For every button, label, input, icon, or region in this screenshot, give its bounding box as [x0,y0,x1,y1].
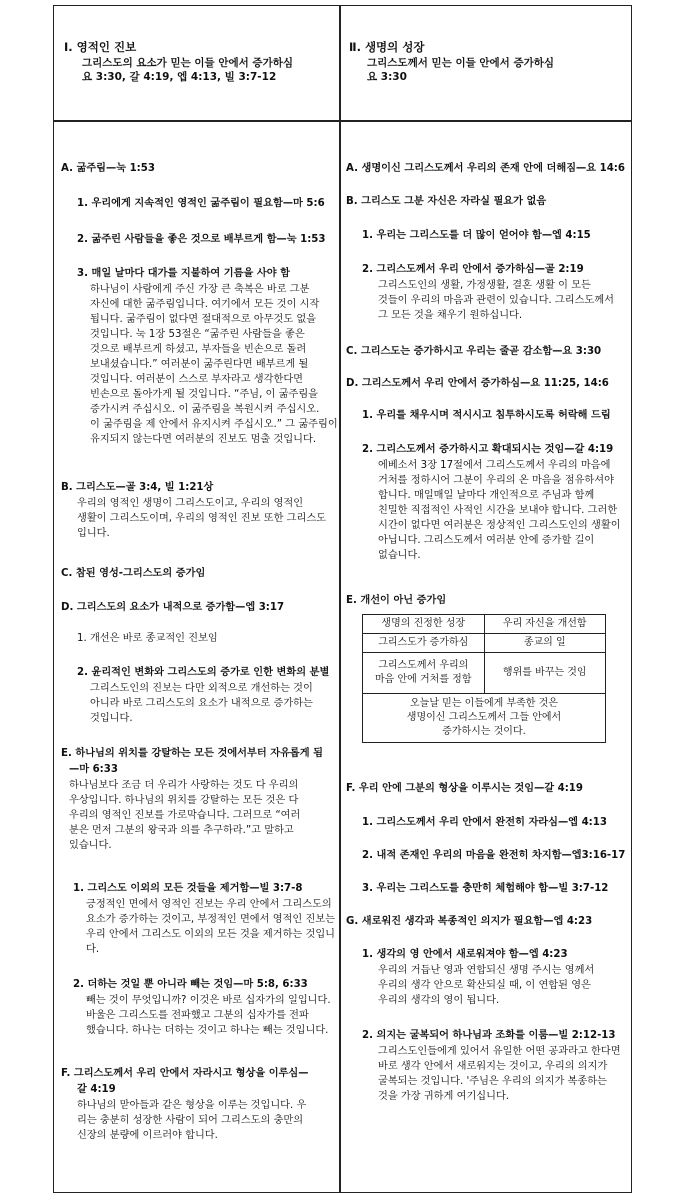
left-a-point3-line: 것입니다. 여러분이 스스로 부자라고 생각한다면 [90,374,304,385]
left-c-title: C. 참된 영성-그리스도의 증가임 [61,568,206,579]
table-cell-line: 증가하시는 것이다. [442,726,526,737]
left-a-point3-line: 빈손으로 돌아가게 될 것입니다. “주님, 이 굶주림을 [90,389,319,400]
left-e-line: 있습니다. [69,840,112,851]
right-g-point2-line: 그리스도인들에게 있어서 유일한 어떤 공과라고 한다면 [378,1046,621,1057]
left-d-point1: 1. 개선은 바로 종교적인 진보임 [77,633,218,644]
right-f-point3: 3. 우리는 그리스도를 충만히 체험해야 함—빌 3:7-12 [362,883,609,894]
right-b-point2: 2. 그리스도께서 우리 안에서 증가하심—골 2:19 [362,264,584,275]
right-g-point1-line: 우리의 생각 안으로 확산되실 때, 이 연합된 영은 [378,980,591,991]
left-e-point1-line: 긍정적인 면에서 영적인 진보는 우리 안에서 그리스도의 [86,899,332,910]
comparison-table [362,614,606,743]
left-e-line: 우상입니다. 하나님의 위치를 강탈하는 모든 것은 다 [69,795,299,806]
left-a-point3: 3. 매일 날마다 대가를 지불하여 기름을 사야 함 [77,268,290,279]
right-b-point2-line: 그 모든 것을 채우기 원하십니다. [378,310,523,321]
left-a-point3-line: 것입니다. 눅 1장 53절은 “굶주린 사람들을 좋은 [90,329,305,340]
left-e-point1-line: 다. [86,944,100,955]
header-divider [53,120,632,122]
table-cell-line: 오늘날 믿는 이들에게 부족한 것은 [410,698,558,709]
left-a-point3-line: 자신에 대한 굶주림입니다. 여기에서 모든 것이 시작 [90,299,320,310]
right-g-point1: 1. 생각의 영 안에서 새로워져야 함—엡 4:23 [362,949,568,960]
left-f-line: 리는 충분히 성장한 사람이 되어 그리스도의 충만의 [77,1115,304,1126]
right-g-point1-line: 우리의 거듭난 영과 연합되신 생명 주시는 영께서 [378,965,595,976]
left-b-line: 우리의 영적인 생명이 그리스도이고, 우리의 영적인 [77,498,304,509]
right-d-point1: 1. 우리를 채우시며 적시시고 침투하시도록 허락해 드림 [362,410,611,421]
right-f-title: F. 우리 안에 그분의 형상을 이루시는 것임—갈 4:19 [346,783,583,794]
left-e-line: 분은 먼저 그분의 왕국과 의를 추구하라.”고 말하고 [69,825,294,836]
left-e-line: 우리의 영적인 진보를 가로막습니다. 그러므로 “여러 [69,810,301,821]
right-d-point2-line: 친밀한 직접적인 사적인 시간을 보내야 합니다. 그러한 [378,505,618,516]
left-e-point1-line: 요소가 증가하는 것이고, 부정적인 면에서 영적인 진보는 [86,914,336,925]
left-d-point2-line: 아니라 바로 그리스도의 요소가 내적으로 증가하는 [90,698,313,709]
table-row [363,653,606,694]
right-d-point2-line: 시간이 없다면 여러분은 정상적인 그리스도인의 생활이 [378,520,621,531]
left-d-point2-line: 그리스도인의 진보는 다만 외적으로 개선하는 것이 [90,683,313,694]
table-cell-line: 마음 안에 거처를 정함 [375,674,472,685]
left-e-point2-line: 했습니다. 하나는 더하는 것이고 하나는 빼는 것입니다. [86,1025,329,1036]
left-a-point3-line: 보내셨습니다.” 여러분이 굶주린다면 배부르게 될 [90,359,309,370]
left-e-point2: 2. 더하는 것일 뿐 아니라 빼는 것임—마 5:8, 6:33 [73,979,308,990]
right-d-point2-line: 합니다. 매일매일 날마다 개인적으로 주님과 함께 [378,490,595,501]
table-cell [363,653,485,694]
right-g-point2-line: 바로 생각 안에서 새로워지는 것이고, 우리의 의지가 [378,1061,608,1072]
table-row [363,634,606,653]
left-d-point2-line: 것입니다. [90,713,133,724]
table-cell: 종교의 일 [484,634,606,653]
right-f-point2: 2. 내적 존재인 우리의 마음을 완전히 차지함—엡3:16-17 [362,850,626,861]
left-b-line: 입니다. [77,528,110,539]
left-header-title: Ⅰ. 영적인 진보 [64,40,137,54]
left-e-point2-line: 빼는 것이 무엇입니까? 이것은 바로 십자가의 일입니다. [86,995,331,1006]
right-d-point2: 2. 그리스도께서 증가하시고 확대되시는 것임—갈 4:19 [362,444,614,455]
left-header-line1: 그리스도의 요소가 믿는 이들 안에서 증가하심 [82,57,293,69]
left-b-title: B. 그리스도—골 3:4, 빌 1:21상 [61,482,214,493]
right-b-point2-line: 것들이 우리의 마음과 관련이 있습니다. 그리스도께서 [378,295,614,306]
table-cell: 행위를 바꾸는 것임 [484,653,606,694]
left-header-line2: 요 3:30, 갈 4:19, 엡 4:13, 빌 3:7-12 [82,71,277,83]
right-d-point2-line: 거처를 정하시어 그분이 우리의 온 마음을 점유하셔야 [378,475,614,486]
left-f-title: F. 그리스도께서 우리 안에서 자라시고 형상을 이루심— [61,1068,309,1079]
table-cell: 그리스도가 증가하심 [363,634,485,653]
left-a-point3-line: 증가시켜 주십시오. 이 굶주림을 복원시켜 주십시오. [90,404,320,415]
left-a-point2: 2. 굶주린 사람들을 좋은 것으로 배부르게 함—눅 1:53 [77,234,326,245]
right-header-line2: 요 3:30 [367,71,407,83]
table-row [363,615,606,634]
left-e-title-cont: —마 6:33 [69,764,118,775]
right-d-title: D. 그리스도께서 우리 안에서 증가하심—요 11:25, 14:6 [346,378,609,389]
table-cell: 생명의 진정한 성장 [363,615,485,634]
left-a-point3-line: 유지되지 않는다면 여러분의 진보도 멈출 것입니다. [90,434,317,445]
right-b-point1: 1. 우리는 그리스도를 더 많이 얻어야 함—엡 4:15 [362,230,591,241]
table-row [363,694,606,743]
right-b-title: B. 그리스도 그분 자신은 자라실 필요가 없음 [346,196,547,207]
left-f-line: 신장의 분량에 이르러야 합니다. [77,1130,218,1141]
left-e-point1-line: 우리 안에서 그리스도 이외의 모든 것을 제거하는 것입니 [86,929,336,940]
right-g-point2: 2. 의지는 굴복되어 하나님과 조화를 이룸—빌 2:12-13 [362,1030,616,1041]
right-a-title: A. 생명이신 그리스도께서 우리의 존재 안에 더해짐—요 14:6 [346,163,625,174]
left-b-line: 생활이 그리스도이며, 우리의 영적인 진보 또한 그리스도 [77,513,327,524]
left-a-point1: 1. 우리에게 지속적인 영적인 굶주림이 필요함—마 5:6 [77,198,325,209]
left-d-title: D. 그리스도의 요소가 내적으로 증가함—엡 3:17 [61,602,285,613]
left-a-point3-line: 하나님이 사람에게 주신 가장 큰 축복은 바로 그분 [90,284,310,295]
table-cell: 우리 자신을 개선함 [484,615,606,634]
right-f-point1: 1. 그리스도께서 우리 안에서 완전히 자라심—엡 4:13 [362,817,607,828]
right-g-point2-line: 굴복되는 것입니다. '주님은 우리의 의지가 복종하는 [378,1076,607,1087]
right-g-point2-line: 것을 가장 귀하게 여기십니다. [378,1091,510,1102]
right-g-point1-line: 우리의 생각의 영이 됩니다. [378,995,500,1006]
right-d-point2-line: 에베소서 3장 17절에서 그리스도께서 우리의 마음에 [378,460,611,471]
left-a-point3-line: 이 굶주림을 제 안에서 유지시켜 주십시오.” 그 굶주림이 [90,419,338,430]
table-cell-line: 그리스도께서 우리의 [378,660,469,671]
table-summary-cell [363,694,606,743]
left-e-point1: 1. 그리스도 이외의 모든 것들을 제거함—빌 3:7-8 [73,883,303,894]
right-b-point2-line: 그리스도인의 생활, 가정생활, 결혼 생활 이 모든 [378,280,591,291]
right-g-title: G. 새로워진 생각과 복종적인 의지가 필요함—엡 4:23 [346,916,593,927]
table-cell-line: 생명이신 그리스도께서 그들 안에서 [406,712,562,723]
left-e-title: E. 하나님의 위치를 강탈하는 모든 것에서부터 자유롭게 됨 [61,748,323,759]
left-e-line: 하나님보다 조금 더 우리가 사랑하는 것도 다 우리의 [69,780,299,791]
left-d-point2: 2. 윤리적인 변화와 그리스도의 증가로 인한 변화의 분별 [77,667,330,678]
right-c-title: C. 그리스도는 증가하시고 우리는 줄곧 감소함—요 3:30 [346,346,602,357]
right-d-point2-line: 아닙니다. 그리스도께서 여러분 안에 증가할 길이 [378,535,595,546]
right-header-line1: 그리스도께서 믿는 이들 안에서 증가하심 [367,57,555,69]
column-divider [339,5,341,1193]
right-d-point2-line: 없습니다. [378,550,421,561]
left-a-point3-line: 됩니다. 굶주림이 없다면 절대적으로 아무것도 없을 [90,314,317,325]
left-e-point2-line: 바울은 그리스도를 전파했고 그분의 십자가를 전파 [86,1010,309,1021]
right-e-title: E. 개선이 아닌 증가임 [346,595,447,606]
left-f-title-cont: 갈 4:19 [77,1084,116,1095]
left-f-line: 하나님의 맏아들과 같은 형상을 이루는 것입니다. 우 [77,1100,307,1111]
right-header-title: Ⅱ. 생명의 성장 [349,40,425,54]
left-a-point3-line: 것으로 배부르게 하셨고, 부자들을 빈손으로 돌려 [90,344,307,355]
left-a-title: A. 굶주림—눅 1:53 [61,163,155,174]
